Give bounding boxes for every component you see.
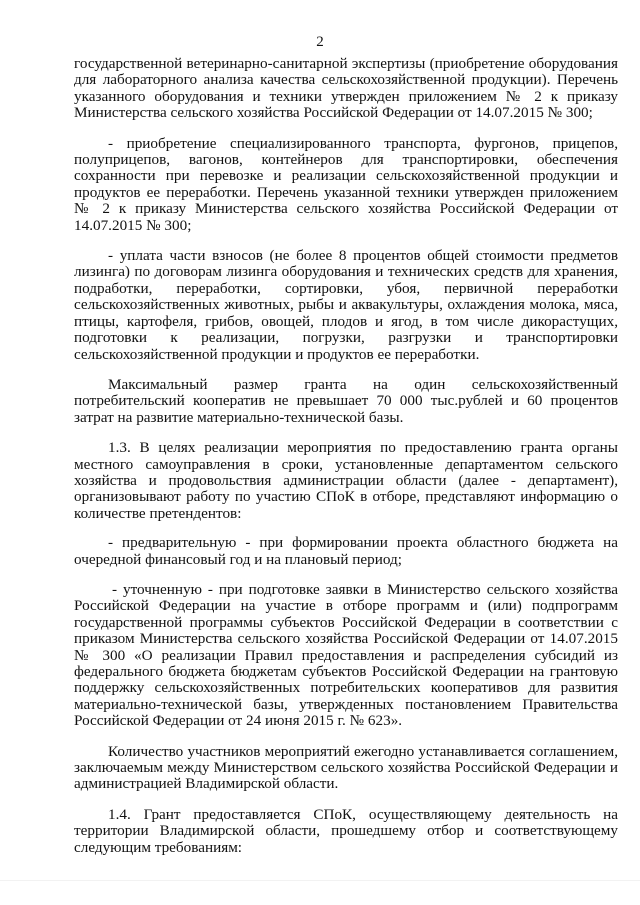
document-body — [74, 56, 618, 856]
paragraph-2: - приобретение специализированного транспорта, фургонов, прицепов, полуприцепов, вагонов, контейнеров для транспортировки, обеспечения сохранности при перевозке и реализации сельскохозяйственной продукции и продуктов ее переработки. Перечень указанной техники утвержден приложением № 2 к приказу Министерства сельского хозяйства Российской Федерации от 14.07.2015 № 300; — [74, 134, 618, 234]
paragraph-5: 1.3. В целях реализации мероприятия по предоставлению гранта органы местного самоуправления в сроки, установленные департаментом сельского хозяйства и продовольствия администрации области (далее - департамент), организовывают работу по участию СПоК в отборе, представляют информацию о количестве претендентов: — [74, 439, 618, 522]
page-number: 2 — [316, 34, 324, 50]
paragraph-3: - уплата части взносов (не более 8 процентов общей стоимости предметов лизинга) по договорам лизинга оборудования и технических средств для хранения, подработки, переработки, сортировки, убоя, первичной переработки сельскохозяйственных животных, рыбы и аквакультуры, охлаждения молока, мяса, птицы, картофеля, грибов, овощей, плодов и ягод, в том числе дикорастущих, подготовки к реализации, погрузки, разгрузки и транспортировки сельскохозяйственной продукции и продуктов ее переработки. — [74, 247, 618, 363]
paragraph-8: Количество участников мероприятий ежегодно устанавливается соглашением, заключаемым между Министерством сельского хозяйства Российской Федерации и администрацией Владимирской области. — [74, 742, 618, 793]
page-bottom-edge — [0, 880, 640, 881]
paragraph-6: - предварительную - при формировании проекта областного бюджета на очередной финансовый год и на плановый период; — [74, 534, 618, 568]
paragraph-4: Максимальный размер гранта на один сельскохозяйственный потребительский кооператив не превышает 70 000 тыс.рублей и 60 процентов затрат на развитие материально-технической базы. — [74, 375, 618, 426]
paragraph-9: 1.4. Грант предоставляется СПоК, осуществляющему деятельность на территории Владимирской области, прошедшему отбор и соответствующему следующим требованиям: — [74, 805, 618, 856]
paragraph-7: - уточненную - при подготовке заявки в Министерство сельского хозяйства Российской Федерации на участие в отборе программ и (или) подпрограмм государственной программы субъектов Российской Федерации в соответствии с приказом Министерства сельского хозяйства Российской Федерации от 14.07.2015 № 300 «О реализации Правил предоставления и распределения субсидий из федерального бюджета бюджетам субъектов Российской Федерации на грантовую поддержку сельскохозяйственных потребительских кооперативов для развития материально-технической базы, утвержденных постановлением Правительства Российской Федерации от 24 июня 2015 г. № 623». — [74, 580, 618, 730]
paragraph-1: государственной ветеринарно-санитарной экспертизы (приобретение оборудования для лабораторного анализа качества сельскохозяйственной продукции). Перечень указанного оборудования и техники утвержден приложением № 2 к приказу Министерства сельского хозяйства Российской Федерации от 14.07.2015 № 300; — [74, 55, 618, 122]
